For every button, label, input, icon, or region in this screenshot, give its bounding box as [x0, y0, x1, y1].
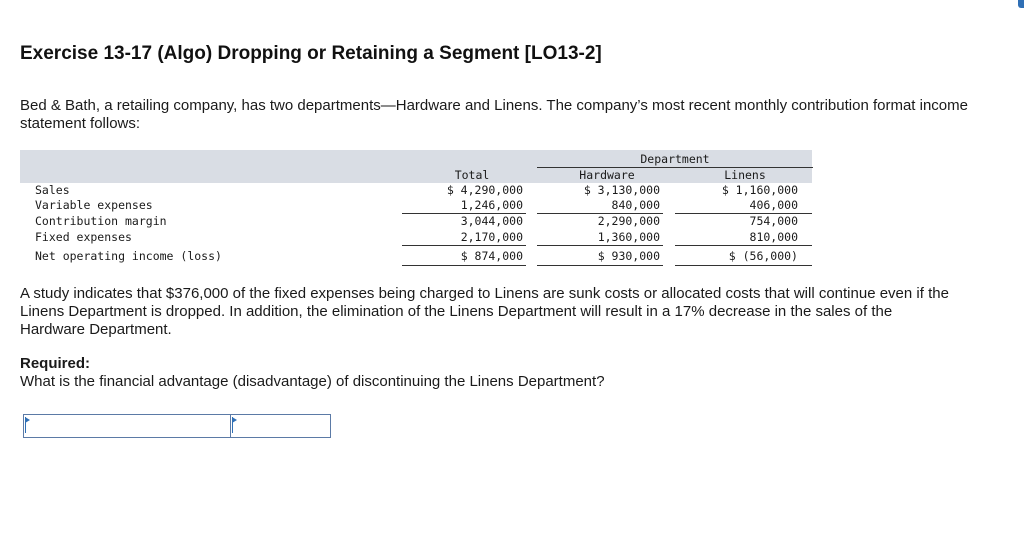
- row-label-fixed-expenses: Fixed expenses: [35, 230, 132, 244]
- cell-variable-hardware: 840,000: [611, 198, 660, 212]
- cell-fixed-total: 2,170,000: [460, 230, 523, 244]
- cell-sales-total: $ 4,290,000: [446, 183, 523, 197]
- row-label-sales: Sales: [35, 183, 70, 197]
- total-line-total: [402, 245, 526, 246]
- study-text: A study indicates that $376,000 of the fixed expenses being charged to Linens are sunk costs or allocated costs that will continue even if the Linens Department is dropped. In addition, the elimination of the Linens Department will result in a 17% decrease in the sales of the Hardware Department.: [20, 285, 949, 338]
- cell-cm-linens: 754,000: [749, 214, 798, 228]
- intro-text: Bed & Bath, a retailing company, has two departments—Hardware and Linens. The company’s most recent monthly contribution format income statement follows:: [20, 97, 968, 132]
- row-label-net-operating-income: Net operating income (loss): [35, 249, 222, 263]
- row-label-variable-expenses: Variable expenses: [35, 198, 153, 212]
- answer-amount-input[interactable]: [231, 415, 330, 437]
- required-heading: Required:: [20, 355, 91, 372]
- cell-sales-hardware: $ 3,130,000: [583, 183, 660, 197]
- cell-sales-linens: $ 1,160,000: [721, 183, 798, 197]
- cell-marker-icon: [25, 417, 30, 423]
- cell-cm-hardware: 2,290,000: [597, 214, 660, 228]
- double-line-linens: [675, 265, 812, 266]
- answer-label-input[interactable]: [24, 415, 230, 437]
- total-line-linens: [675, 245, 812, 246]
- cell-noi-hardware: $ 930,000: [597, 249, 660, 263]
- answer-amount-cell: [231, 415, 330, 437]
- total-line-hardware: [537, 245, 663, 246]
- answer-label-cell: [24, 415, 231, 437]
- cell-variable-total: 1,246,000: [460, 198, 523, 212]
- double-line-total: [402, 265, 526, 266]
- department-header: Department: [537, 152, 813, 168]
- column-header-linens: Linens: [724, 168, 766, 182]
- income-statement: [20, 150, 812, 266]
- cell-fixed-hardware: 1,360,000: [597, 230, 660, 244]
- cell-variable-linens: 406,000: [749, 198, 798, 212]
- double-line-hardware: [537, 265, 663, 266]
- row-label-contribution-margin: Contribution margin: [35, 214, 167, 228]
- cell-marker-icon: [232, 417, 237, 423]
- cell-noi-total: $ 874,000: [460, 249, 523, 263]
- column-header-total: Total: [454, 168, 490, 182]
- column-header-hardware: Hardware: [579, 168, 635, 182]
- cell-noi-linens: $ (56,000): [728, 249, 798, 263]
- cell-cm-total: 3,044,000: [460, 214, 523, 228]
- corner-accent: [1018, 0, 1024, 8]
- answer-row: [23, 414, 331, 438]
- question-text: What is the financial advantage (disadvantage) of discontinuing the Linens Department?: [20, 373, 605, 390]
- page-title: Exercise 13-17 (Algo) Dropping or Retaining a Segment [LO13-2]: [20, 43, 602, 64]
- cell-fixed-linens: 810,000: [749, 230, 798, 244]
